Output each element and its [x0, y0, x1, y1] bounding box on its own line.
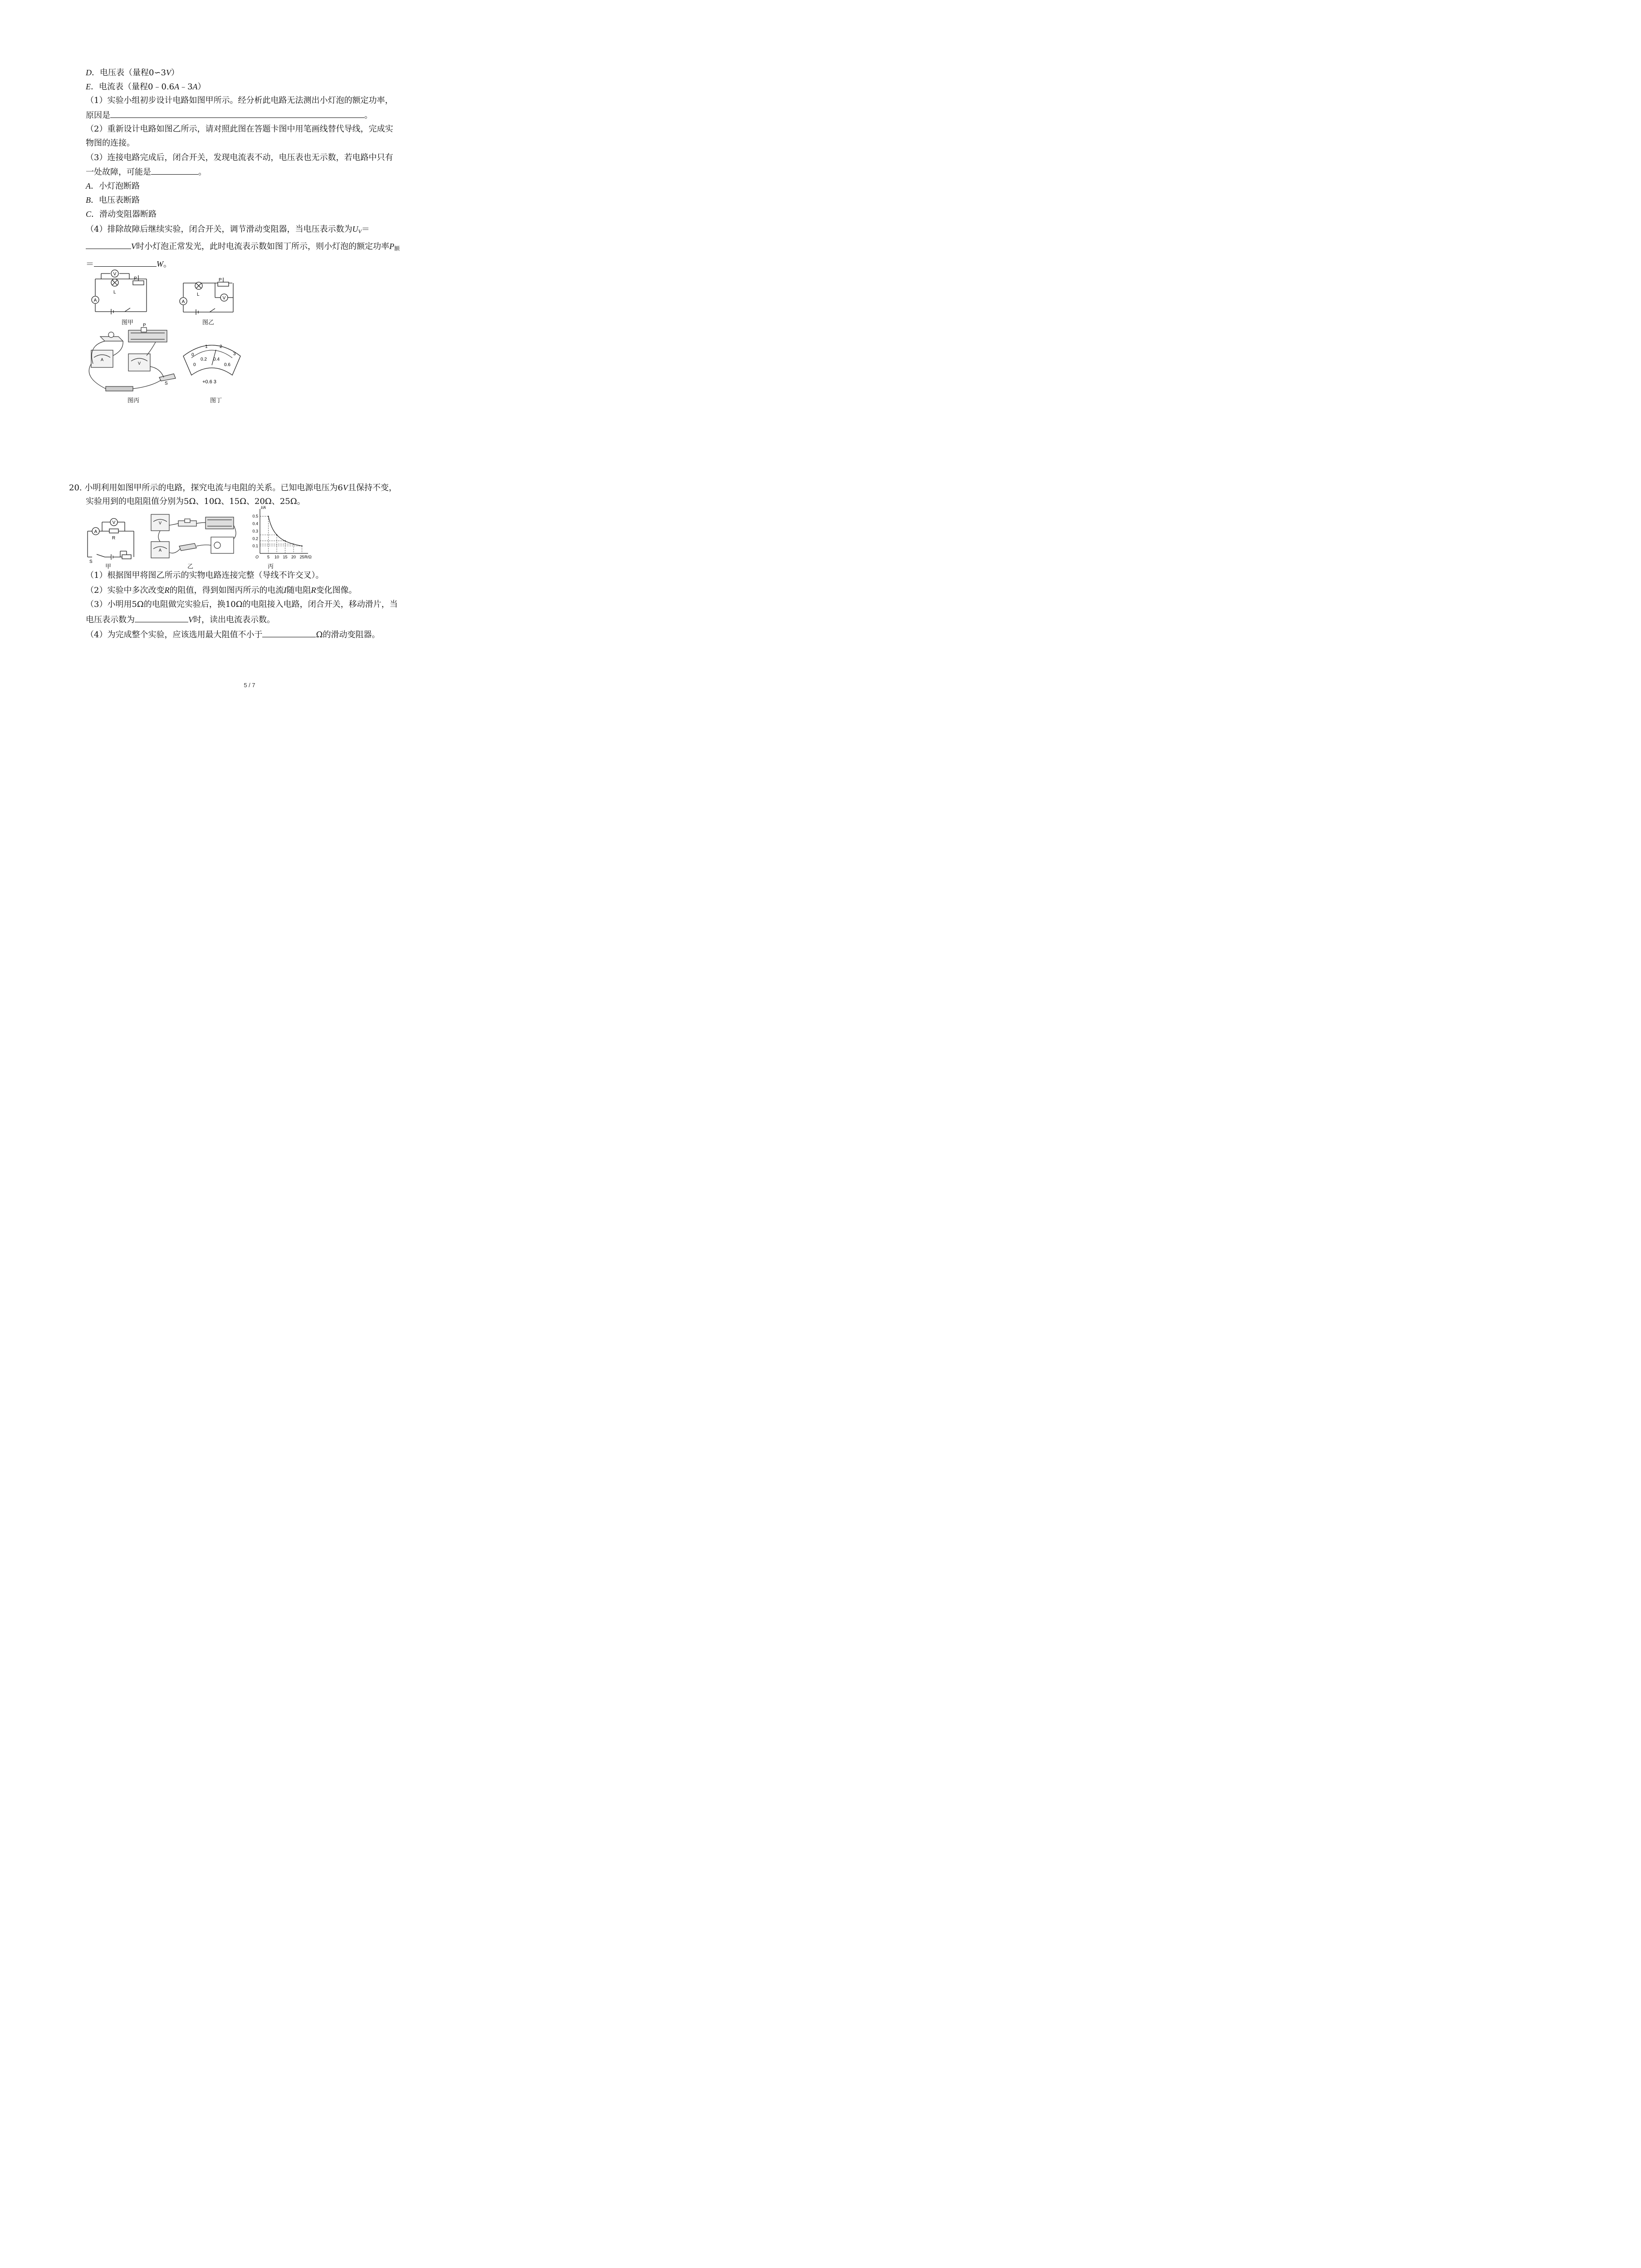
scale-top-2: 2	[220, 344, 222, 349]
q19-p4-line1: （4）排除故障后继续实验，闭合开关，调节滑动变阻器，当电压表示数为$U_V=$	[86, 225, 370, 235]
x-tick-label: 25	[299, 555, 304, 559]
fig-caption-q20-bing: 丙	[268, 563, 274, 570]
y-tick-label: 0.2	[252, 536, 258, 541]
fig-caption-jia: 图甲	[122, 319, 134, 326]
choice-c: C．滑动变阻器断路	[86, 210, 157, 219]
x-tick-label: 15	[283, 555, 288, 559]
q20-line2: 实验用到的电阻阻值分别为5Ω、10Ω、15Ω、20Ω、25Ω。	[86, 497, 305, 506]
data-point	[284, 540, 285, 541]
lamp-label: L	[197, 292, 200, 297]
answer-blank-power[interactable]	[94, 258, 157, 267]
scale-bottom-1: 0.2	[201, 357, 207, 362]
answer-blank-reason[interactable]	[110, 109, 364, 118]
option-e: E．电流表（量程0﹣0.6A﹣3A）	[86, 82, 206, 92]
page-number: 5 / 7	[244, 682, 255, 689]
data-point	[301, 545, 302, 546]
answer-blank-fault[interactable]	[151, 166, 198, 175]
voltmeter-label: V	[222, 296, 226, 301]
fig-caption-q20-yi: 乙	[187, 563, 194, 570]
choice-a: A．小灯泡断路	[86, 181, 140, 191]
y-tick-label: 0.4	[252, 521, 258, 526]
q20-p1: （1）根据图甲将图乙所示的实物电路连接完整（导线不许交叉）。	[86, 571, 324, 580]
data-point	[276, 534, 277, 535]
switch-label: S	[89, 559, 93, 564]
slider-label: P	[134, 276, 137, 281]
lamp-label: L	[113, 290, 116, 295]
y-tick-label: 0.3	[252, 528, 258, 533]
scale-top-0: 0	[191, 352, 194, 357]
answer-blank-q20-voltage[interactable]	[135, 614, 188, 622]
ammeter-label: A	[94, 529, 98, 534]
x-tick-label: 20	[291, 555, 296, 559]
ammeter-label: A	[100, 357, 104, 362]
slider-label: P	[143, 323, 146, 328]
circuit-diagram-yi	[177, 278, 238, 316]
circuit-diagram-q20-jia	[84, 514, 138, 564]
x-tick-label: 5	[267, 555, 270, 559]
x-axis-label: R/Ω	[304, 555, 312, 559]
q20-p3-line1: （3）小明用5Ω的电阻做完实验后，换10Ω的电阻接入电路，闭合开关，移动滑片，当	[86, 600, 398, 609]
scale-bottom-3: 0.6	[224, 362, 230, 367]
switch-label: S	[165, 381, 168, 386]
y-tick-label: 0.1	[252, 543, 258, 548]
q20-p2: （2）实验中多次改变R的阻值，得到如图丙所示的电流I随电阻R变化图像。	[86, 586, 357, 595]
ammeter-dial-ding	[181, 338, 243, 388]
answer-blank-q20-resistance[interactable]	[262, 629, 316, 637]
resistor-label: R	[112, 536, 116, 541]
option-d: D．电压表（量程0∽3V）	[86, 68, 179, 78]
q19-p3-line1: （3）连接电路完成后，闭合开关，发现电流表不动，电压表也无示数，若电路中只有	[86, 153, 393, 162]
y-tick-label: 0.5	[252, 514, 258, 519]
ammeter-label: A	[181, 299, 185, 304]
voltmeter-label: V	[112, 520, 116, 525]
data-point	[293, 543, 294, 544]
ammeter-label: A	[93, 298, 97, 303]
q19-p1-line2: 原因是 。	[86, 109, 372, 122]
answer-blank-voltage[interactable]	[86, 240, 131, 249]
origin-label: O	[255, 555, 259, 559]
q19-p1-line1: （1）实验小组初步设计电路如图甲所示。经分析此电路无法测出小灯泡的额定功率，	[86, 96, 393, 105]
y-axis-label: I/A	[261, 505, 266, 510]
data-point	[268, 516, 269, 517]
q19-p2-line1: （2）重新设计电路如图乙所示，请对照此图在答题卡图中用笔画线替代导线，完成实	[86, 124, 393, 134]
q20-p4: （4）为完成整个实验，应该选用最大阻值不小于 Ω的滑动变阻器。	[86, 629, 380, 641]
q19-p3-line2: 一处故障，可能是 。	[86, 166, 206, 178]
scale-top-1: 1	[205, 344, 208, 349]
choice-b: B．电压表断路	[86, 196, 140, 205]
q19-p4-line3: ＝ W。	[86, 258, 171, 270]
q20-p3-line2: 电压表示数为 V时，读出电流表示数。	[86, 614, 275, 626]
ammeter-label: A	[158, 548, 162, 552]
scale-bottom-2: 0.4	[213, 357, 220, 362]
voltmeter-label: V	[113, 272, 117, 277]
fig-caption-q20-jia: 甲	[105, 563, 112, 570]
scale-top-3: 3	[233, 352, 236, 357]
fig-caption-bing: 图丙	[127, 397, 140, 404]
scale-bottom-0: 0	[193, 362, 196, 367]
voltmeter-label: V	[137, 361, 141, 366]
circuit-diagram-jia	[88, 270, 152, 315]
current-resistance-chart	[246, 505, 312, 562]
x-tick-label: 10	[274, 555, 279, 559]
q19-p2-line2: 物图的连接。	[86, 138, 135, 148]
q20-line1: 20. 小明利用如图甲所示的电路，探究电流与电阻的关系。已知电源电压为6V且保持不变，	[69, 483, 397, 493]
q19-p4-line2: V时小灯泡正常发光，此时电流表示数如图丁所示，则小灯泡的额定功率$P_额$	[86, 240, 400, 254]
voltmeter-label: V	[158, 521, 162, 525]
physical-circuit-q20-yi	[147, 512, 238, 564]
ammeter-terminals: +0.6 3	[202, 379, 216, 385]
slider-label: P	[219, 278, 222, 283]
physical-circuit-bing	[83, 323, 185, 393]
fig-caption-yi: 图乙	[202, 319, 215, 326]
fig-caption-ding: 图丁	[210, 397, 222, 404]
question-number: 20.	[69, 483, 82, 493]
